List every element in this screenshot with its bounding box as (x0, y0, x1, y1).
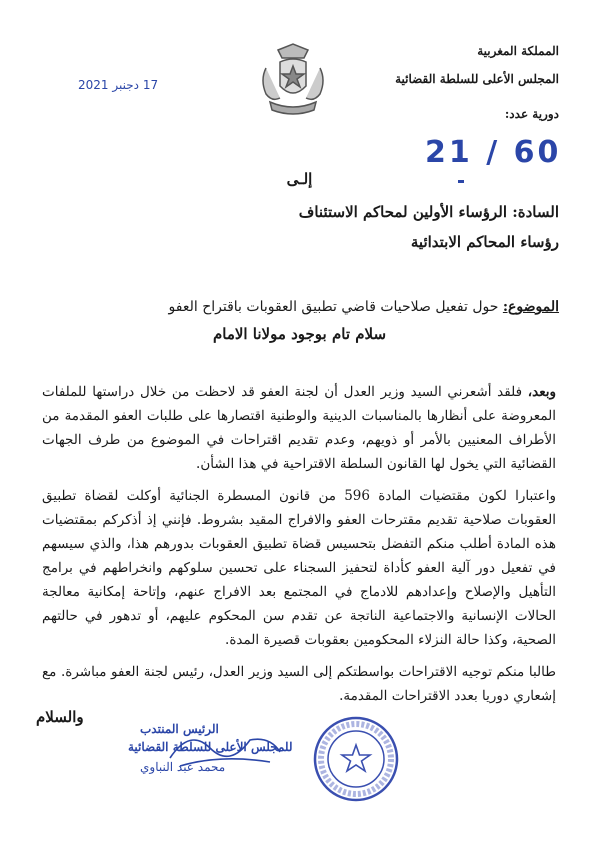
recipient-line-1: السادة: الرؤساء الأولين لمحاكم الاستئناف (298, 203, 559, 221)
body-paragraph-1 (42, 380, 556, 476)
body-paragraph-2: واعتبارا لكون مقتضيات المادة 596 من قانون المسطرة الجنائية أوكلت لقضاة تطبيق العقوبات صلاحية تقديم مقترحات العفو والافراج المقيد بشروط. فإنني إذ أذكركم بمقتضيات هذه المادة أطلب منكم التفضل بتحسيس قضاة تطبيق العقوبات بدورهم هذا، والذي سيسهم في تفعيل دور آلية العفو كأداة لتحفيز السجناء على تحسين سلوكهم وانخراطهم في برامج التأهيل والإصلاح وإعدادهم للادماج في المجتمع بعد الافراج عنهم، وإتاحة إمكانية معالجة الحالات الإنسانية والاجتماعية الناتجة عن تقدم سن المحكوم عليهم، أو تدهور في حالتهم الصحية، وكذا حالة النزلاء المحكومين بعقوبات قصيرة المدة. (42, 488, 556, 648)
date: 17 دجنبر 2021 (78, 78, 159, 92)
handwritten-signature-icon (150, 718, 300, 782)
body-paragraph-1-lead: وبعد، (527, 384, 556, 400)
royal-emblem-icon (252, 40, 334, 122)
greeting: سلام تام بوجود مولانا الامام (212, 325, 387, 343)
subject-line (169, 299, 559, 315)
letter-body (42, 380, 556, 716)
to-label: إلـى (286, 170, 313, 188)
recipient-line-2: رؤساء المحاكم الابتدائية (410, 233, 559, 251)
header-circular-label: دورية عدد: (504, 107, 559, 121)
body-paragraph-3: طالبا منكم توجيه الاقتراحات بواسطتكم إلى السيد وزير العدل، رئيس لجنة العفو مباشرة. مع إشعاري دوريا بعدد الاقتراحات المقدمة. (42, 664, 556, 704)
header-kingdom: المملكة المغربية (477, 44, 559, 58)
subject-label: الموضوع: (502, 299, 559, 315)
closing: والسلام (36, 708, 84, 726)
subject-text: حول تفعيل صلاحيات قاضي تطبيق العقوبات باقتراح العفو (168, 299, 499, 315)
header-council: المجلس الأعلى للسلطة القضائية (395, 72, 559, 86)
signatory-name: محمد عبد النباوي (140, 760, 226, 774)
signature-title-line-2: للمجلس الأعلى للسلطة القضائية (128, 740, 293, 754)
signature-title-line-1: الرئيس المنتدب (140, 722, 219, 736)
body-paragraph-1-text: فلقد أشعرني السيد وزير العدل أن لجنة العفو قد لاحظت من خلال دراستها للملفات المعروضة على أنظارها بالمناسبات الدينية والوطنية اقتصارها على طلبات العفو المقدمة من الأطراف المعنيين بالأمر أو ذويهم، وعدم تقديم اقتراحات في الموضوع من طرف الجهات القضائية التي يخول لها القانون السلطة الاقتراحية في هذا الشأن. (42, 384, 556, 472)
reference-number: 21 / 60 (425, 135, 562, 170)
official-seal-icon (312, 715, 400, 803)
